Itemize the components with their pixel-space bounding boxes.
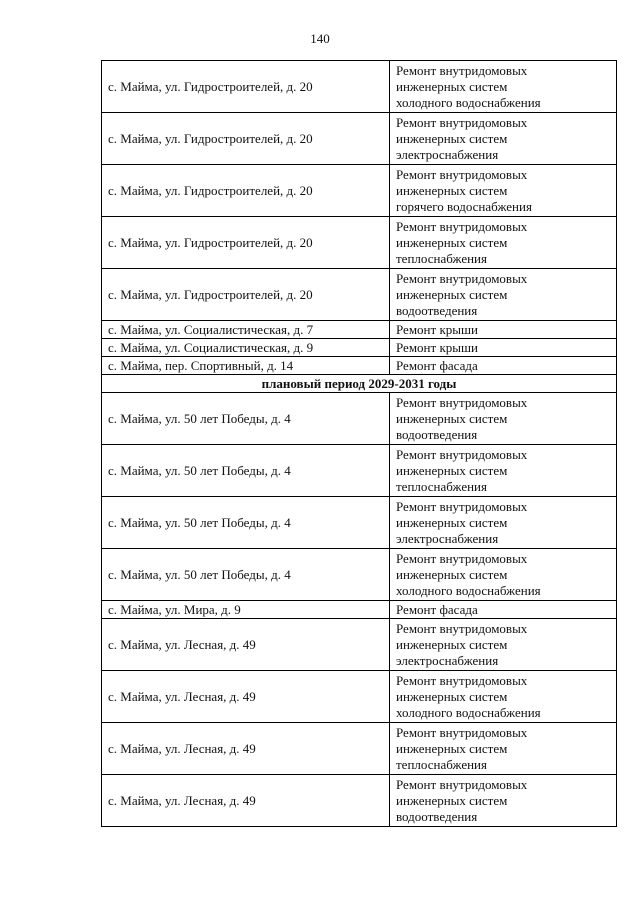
work-type-cell: Ремонт внутридомовых инженерных систем теплоснабжения: [390, 217, 617, 269]
address-cell: с. Майма, ул. Лесная, д. 49: [102, 619, 390, 671]
address-cell: с. Майма, ул. Гидростроителей, д. 20: [102, 113, 390, 165]
address-cell: с. Майма, ул. Социалистическая, д. 9: [102, 339, 390, 357]
work-type-cell: Ремонт внутридомовых инженерных систем холодного водоснабжения: [390, 61, 617, 113]
work-type-cell: Ремонт внутридомовых инженерных систем электроснабжения: [390, 497, 617, 549]
work-type-cell: Ремонт внутридомовых инженерных систем холодного водоснабжения: [390, 549, 617, 601]
table-row: [102, 393, 617, 445]
address-cell: с. Майма, ул. Лесная, д. 49: [102, 775, 390, 827]
work-type-cell: Ремонт внутридомовых инженерных систем теплоснабжения: [390, 723, 617, 775]
work-type-cell: Ремонт внутридомовых инженерных систем водоотведения: [390, 775, 617, 827]
table-row: [102, 61, 617, 113]
address-cell: с. Майма, ул. 50 лет Победы, д. 4: [102, 445, 390, 497]
table-row: [102, 113, 617, 165]
section-heading-row: [102, 375, 617, 393]
address-cell: с. Майма, ул. Гидростроителей, д. 20: [102, 165, 390, 217]
table-row: [102, 357, 617, 375]
work-type-cell: Ремонт внутридомовых инженерных систем электроснабжения: [390, 113, 617, 165]
work-type-cell: Ремонт внутридомовых инженерных систем водоотведения: [390, 269, 617, 321]
work-type-cell: Ремонт внутридомовых инженерных систем теплоснабжения: [390, 445, 617, 497]
table-row: [102, 497, 617, 549]
address-cell: с. Майма, ул. 50 лет Победы, д. 4: [102, 549, 390, 601]
work-type-cell: Ремонт внутридомовых инженерных систем холодного водоснабжения: [390, 671, 617, 723]
work-type-cell: Ремонт фасада: [390, 601, 617, 619]
table-row: [102, 671, 617, 723]
address-cell: с. Майма, пер. Спортивный, д. 14: [102, 357, 390, 375]
table-row: [102, 269, 617, 321]
repair-schedule-table: [101, 60, 617, 827]
table-row: [102, 619, 617, 671]
address-cell: с. Майма, ул. Гидростроителей, д. 20: [102, 61, 390, 113]
table-row: [102, 217, 617, 269]
work-type-cell: Ремонт внутридомовых инженерных систем водоотведения: [390, 393, 617, 445]
work-type-cell: Ремонт внутридомовых инженерных систем горячего водоснабжения: [390, 165, 617, 217]
address-cell: с. Майма, ул. Лесная, д. 49: [102, 671, 390, 723]
work-type-cell: Ремонт фасада: [390, 357, 617, 375]
address-cell: с. Майма, ул. Лесная, д. 49: [102, 723, 390, 775]
address-cell: с. Майма, ул. Гидростроителей, д. 20: [102, 217, 390, 269]
table-row: [102, 445, 617, 497]
table-row: [102, 723, 617, 775]
table-row: [102, 321, 617, 339]
address-cell: с. Майма, ул. Мира, д. 9: [102, 601, 390, 619]
address-cell: с. Майма, ул. 50 лет Победы, д. 4: [102, 497, 390, 549]
work-type-cell: Ремонт крыши: [390, 321, 617, 339]
work-type-cell: Ремонт крыши: [390, 339, 617, 357]
work-type-cell: Ремонт внутридомовых инженерных систем электроснабжения: [390, 619, 617, 671]
table-row: [102, 165, 617, 217]
table-row: [102, 775, 617, 827]
address-cell: с. Майма, ул. Гидростроителей, д. 20: [102, 269, 390, 321]
table-row: [102, 549, 617, 601]
table-row: [102, 601, 617, 619]
address-cell: с. Майма, ул. Социалистическая, д. 7: [102, 321, 390, 339]
section-heading: плановый период 2029-2031 годы: [102, 375, 617, 393]
address-cell: с. Майма, ул. 50 лет Победы, д. 4: [102, 393, 390, 445]
page-number: 140: [310, 31, 330, 46]
table-row: [102, 339, 617, 357]
